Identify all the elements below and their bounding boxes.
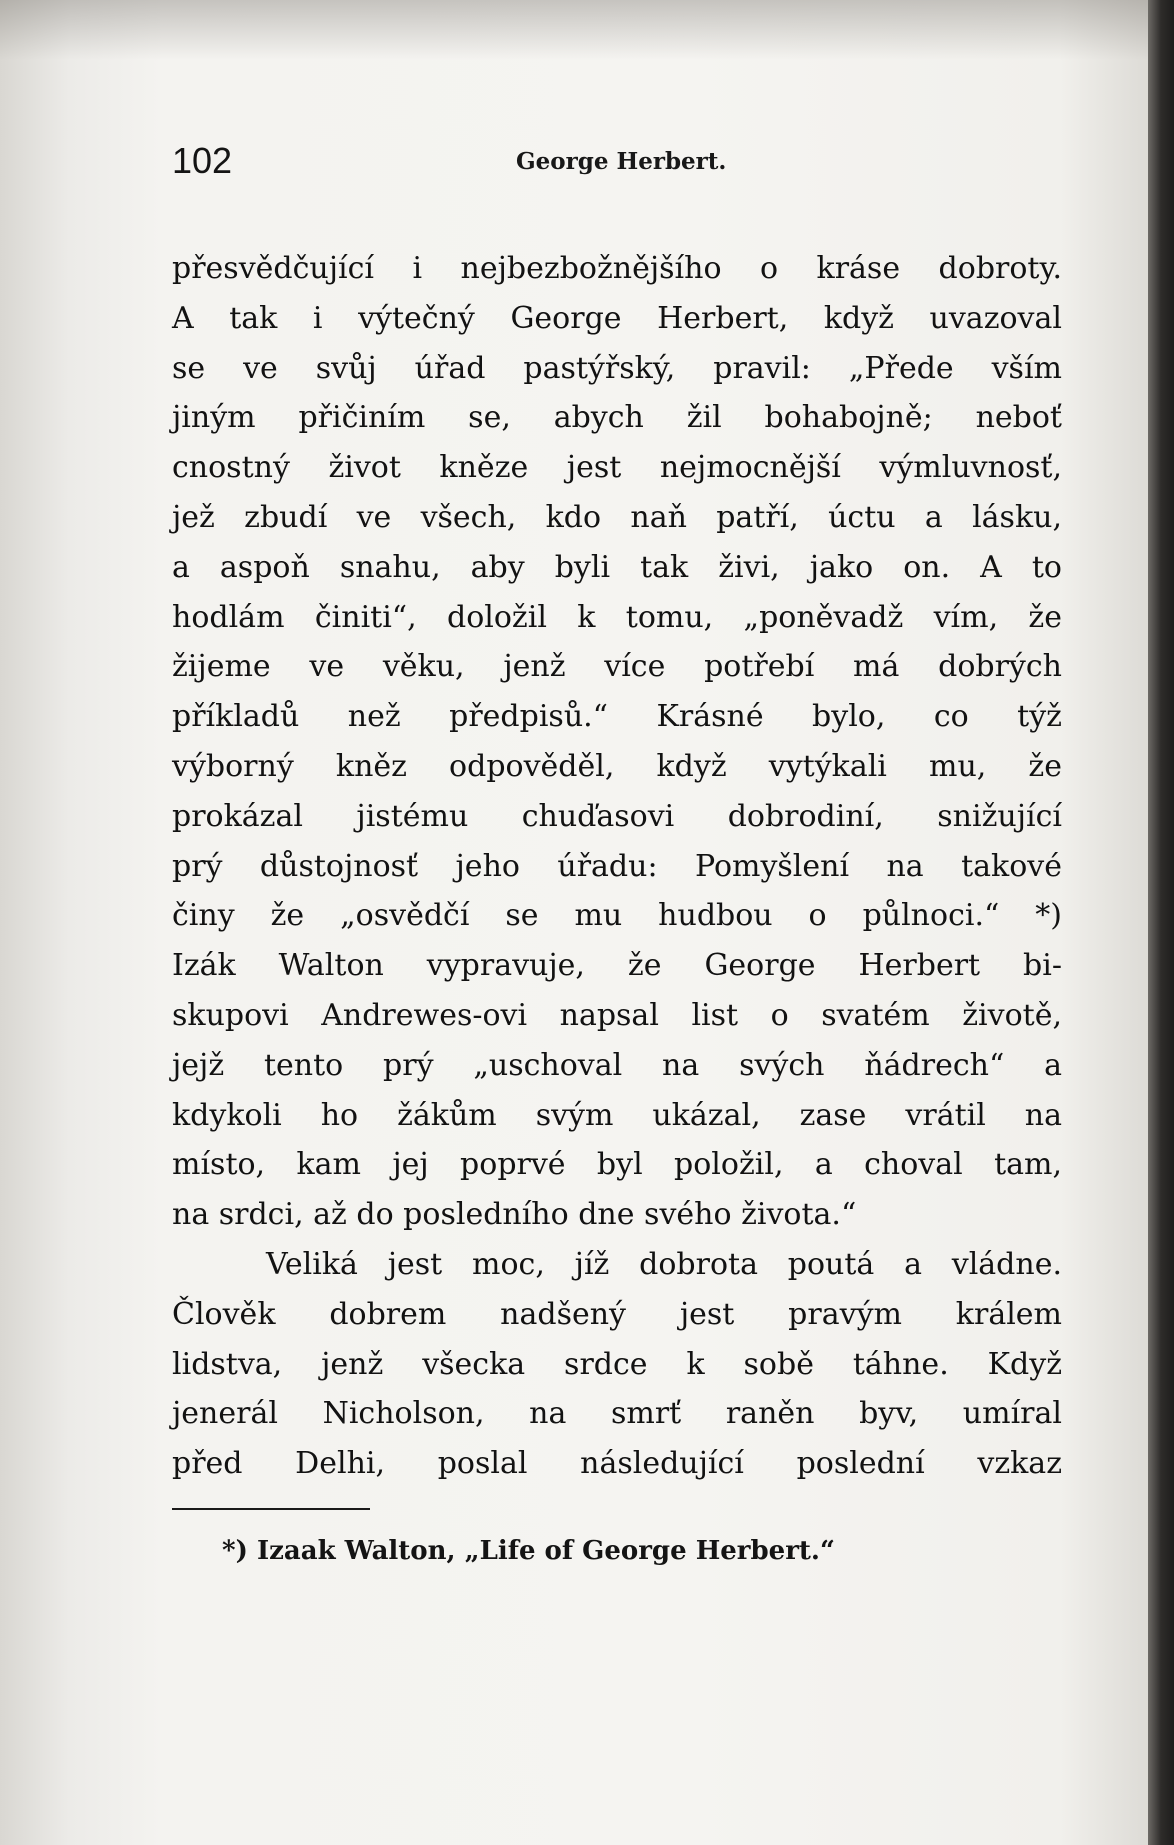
text-line: Izák Walton vypravuje, že George Herbert bi- [172,948,1062,984]
text-line: jejž tento prý „uschoval na svých ňádrech“ a [172,1047,1062,1083]
text-line: příkladů než předpisů.“ Krásné bylo, co týž [172,699,1062,735]
text-line: A tak i výtečný George Herbert, když uvazoval [172,300,1062,336]
text-line: hodlám činiti“, doložil k tomu, „poněvadž vím, že [172,599,1062,635]
page-top-shadow [0,0,1152,60]
footnote-rule [172,1508,370,1510]
text-line: lidstva, jenž všecka srdce k sobě táhne. Když [172,1346,1062,1382]
body-text [172,244,1062,1489]
page-number: 102 [172,140,233,181]
text-line: přesvědčující i nejbezbožnějšího o kráse dobroty. [172,251,1062,286]
text-line: na srdci, až do posledního dne svého života.“ [172,1197,857,1233]
text-line: výborný kněz odpověděl, když vytýkali mu, že [172,748,1062,784]
text-line: jenerál Nicholson, na smrť raněn byv, umíral [172,1396,1062,1432]
text-line: žijeme ve věku, jenž více potřebí má dobrých [172,649,1062,685]
paragraph-first-line: Veliká jest moc, jíž dobrota poutá a vládne. [266,1246,1062,1282]
text-line: činy že „osvědčí se mu hudbou o půlnoci.“ *) [172,898,1062,934]
text-line: jež zbudí ve všech, kdo naň patří, úctu a lásku, [172,499,1062,535]
text-line: Člověk dobrem nadšený jest pravým králem [172,1296,1062,1332]
text-line: cnostný život kněze jest nejmocnější výmluvnosť, [172,450,1062,486]
text-line: prý důstojnosť jeho úřadu: Pomyšlení na takové [172,848,1062,884]
text-line: kdykoli ho žákům svým ukázal, zase vrátil na [172,1097,1062,1133]
text-line: skupovi Andrewes-ovi napsal list o svatém životě, [172,997,1062,1033]
text-line: místo, kam jej poprvé byl položil, a choval tam, [172,1147,1062,1183]
footnote: *) Izaak Walton, „Life of George Herbert.“ [222,1536,835,1566]
text-line: prokázal jistému chuďasovi dobrodiní, snižující [172,798,1062,834]
running-head: George Herbert. [516,148,727,175]
text-line: a aspoň snahu, aby byli tak živi, jako on. A to [172,549,1062,585]
page-header [172,140,1062,186]
text-line: se ve svůj úřad pastýřský, pravil: „Přede vším [172,350,1062,386]
page-edge-shadow [1148,0,1174,1845]
text-line: jiným přičiním se, abych žil bohabojně; neboť [172,400,1062,436]
text-line: před Delhi, poslal následující poslední vzkaz [172,1446,1062,1482]
